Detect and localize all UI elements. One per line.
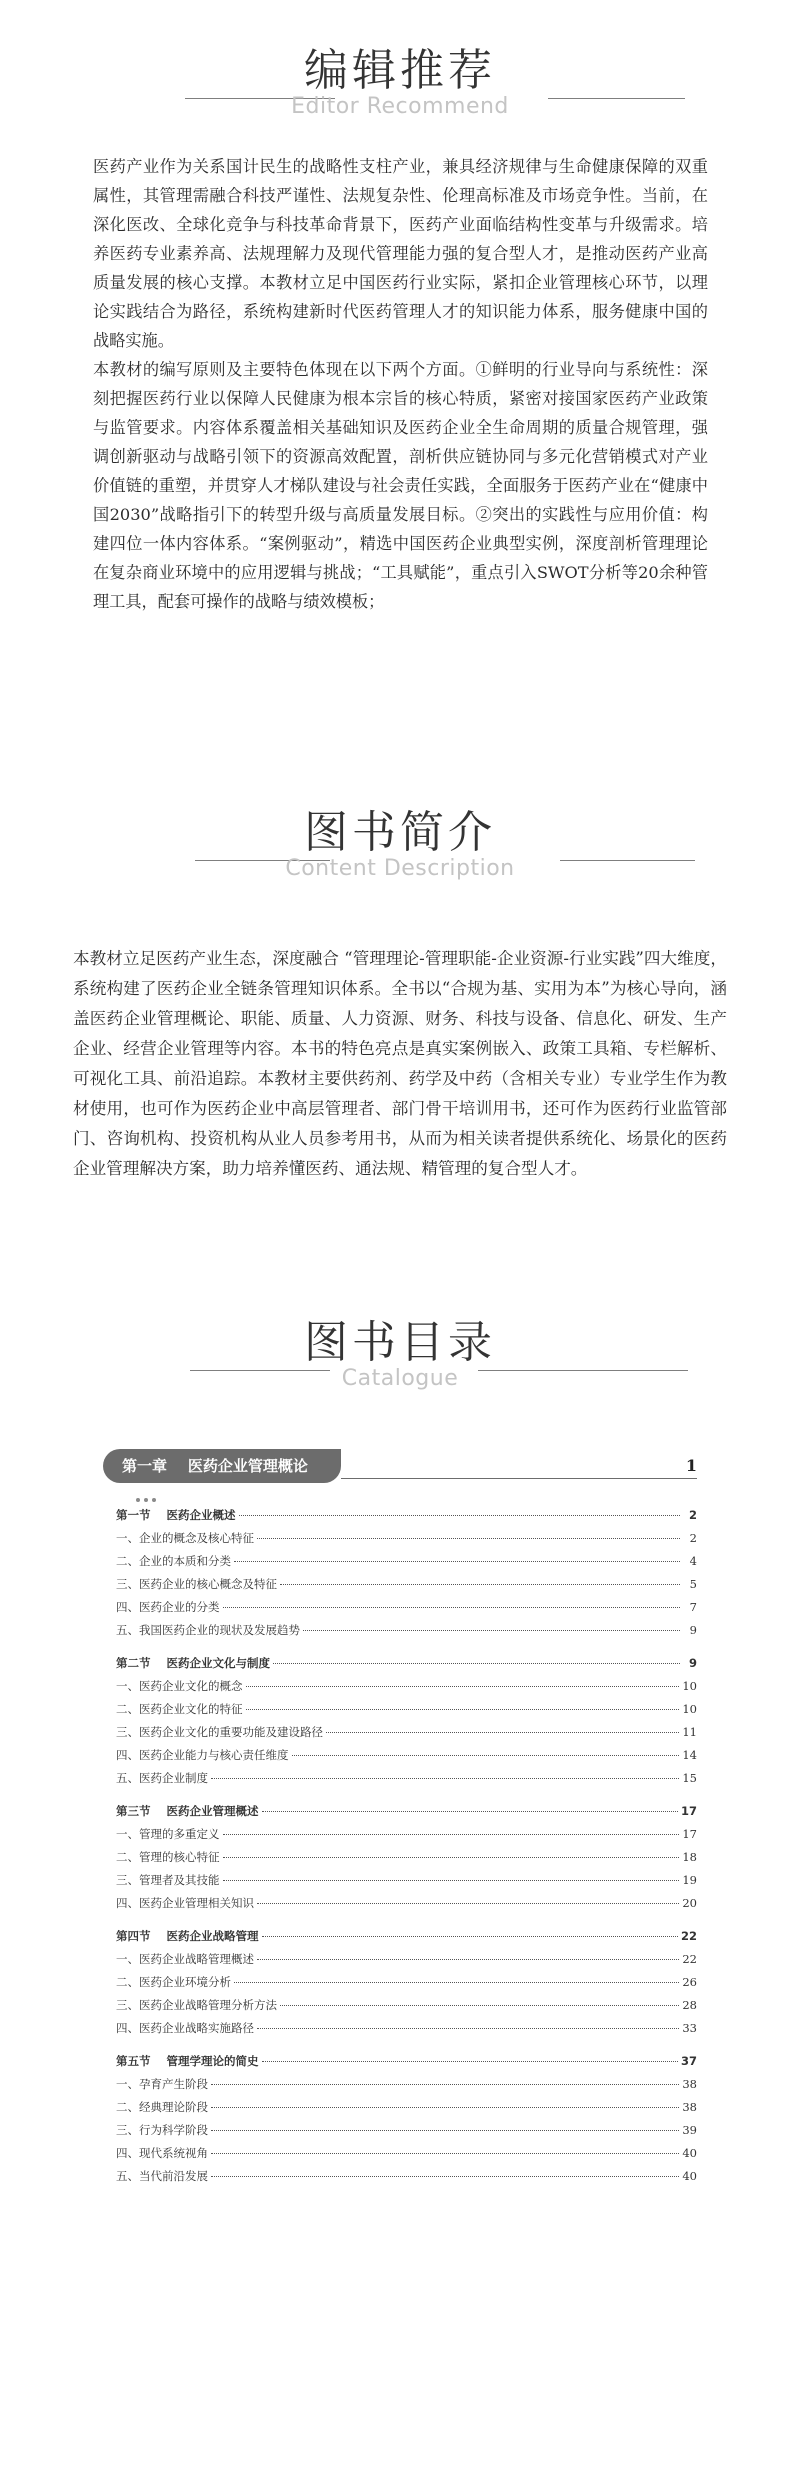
toc-item-row [116, 1892, 697, 1915]
toc-entry-label: 五、医药企业制度 [116, 1771, 208, 1785]
toc-entry-label: 第四节 医药企业战略管理 [116, 1929, 259, 1943]
table-of-contents [116, 1504, 697, 2188]
toc-entry-label: 三、医药企业文化的重要功能及建设路径 [116, 1725, 323, 1739]
toc-item-row [116, 2142, 697, 2165]
toc-entry-label: 五、我国医药企业的现状及发展趋势 [116, 1623, 300, 1637]
toc-page-number: 17 [682, 1827, 697, 1841]
toc-entry-label: 一、医药企业战略管理概述 [116, 1952, 254, 1966]
section-subtitle: Editor Recommend [291, 94, 509, 119]
content-description-header [0, 800, 800, 890]
toc-item-row [116, 2017, 697, 2040]
toc-page-number: 22 [680, 1929, 697, 1943]
dot-leader [211, 2084, 679, 2085]
dot-leader [223, 1857, 680, 1858]
toc-page-number: 28 [682, 1998, 697, 2012]
editor-paragraph-1: 医药产业作为关系国计民生的战略性支柱产业，兼具经济规律与生命健康保障的双重属性，其管理需融合科技严谨性、法规复杂性、伦理高标准及市场竞争性。当前，在深化医改、全球化竞争与科技革命背景下，医药产业面临结构性变革与升级需求。培养医药专业素养高、法规理解力及现代管理能力强的复合型人才，是推动医药产业高质量发展的核心支撑。本教材立足中国医药行业实际，紧扣企业管理核心环节，以理论实践结合为路径，系统构建新时代医药管理人才的知识能力体系，服务健康中国的战略实施。 [93, 157, 708, 350]
toc-page-number: 33 [682, 2021, 697, 2035]
toc-entry-label: 四、医药企业能力与核心责任维度 [116, 1748, 289, 1762]
toc-page-number: 17 [680, 1804, 697, 1818]
toc-item-row [116, 2165, 697, 2188]
dot-leader [303, 1630, 680, 1631]
dot-leader [262, 1811, 678, 1812]
toc-item-row [116, 1823, 697, 1846]
toc-page-number: 18 [682, 1850, 697, 1864]
section-title: 图书目录 [304, 1317, 496, 1368]
toc-entry-label: 四、现代系统视角 [116, 2146, 208, 2160]
toc-page-number: 5 [689, 1577, 697, 1591]
section-title: 编辑推荐 [304, 45, 496, 96]
toc-entry-label: 四、医药企业战略实施路径 [116, 2021, 254, 2035]
toc-item-row [116, 1596, 697, 1619]
toc-entry-label: 二、企业的本质和分类 [116, 1554, 231, 1568]
toc-entry-label: 五、当代前沿发展 [116, 2169, 208, 2183]
toc-item-row [116, 2119, 697, 2142]
toc-page-number: 9 [689, 1623, 697, 1637]
section-subtitle: Content Description [285, 856, 515, 881]
toc-item-row [116, 1573, 697, 1596]
toc-page-number: 39 [682, 2123, 697, 2137]
toc-item-row [116, 1619, 697, 1642]
toc-item-row [116, 1948, 697, 1971]
toc-entry-label: 第二节 医药企业文化与制度 [116, 1656, 271, 1670]
toc-entry-label: 四、医药企业管理相关知识 [116, 1896, 254, 1910]
dot-leader [262, 1936, 678, 1937]
toc-item-row [116, 2096, 697, 2119]
editor-paragraph-2: 本教材的编写原则及主要特色体现在以下两个方面。①鲜明的行业导向与系统性：深刻把握医药行业以保障人民健康为根本宗旨的核心特质，紧密对接国家医药产业政策与监管要求。内容体系覆盖相关基础知识及医药企业全生命周期的质量合规管理，强调创新驱动与战略引领下的资源高效配置，剖析供应链协同与多元化营销模式对产业价值链的重塑，并贯穿人才梯队建设与社会责任实践，全面服务于医药产业在“健康中国2030”战略指引下的转型升级与高质量发展目标。②突出的实践性与应用价值：构建四位一体内容体系。“案例驱动”，精选中国医药企业典型实例，深度剖析管理理论在复杂商业环境中的应用逻辑与挑战；“工具赋能”，重点引入SWOT分析等20余种管理工具，配套可操作的战略与绩效模板； [93, 360, 708, 611]
chapter-rule [341, 1478, 697, 1479]
toc-item-row [116, 1744, 697, 1767]
toc-entry-label: 二、医药企业环境分析 [116, 1975, 231, 1989]
chapter-title: 第一章 医药企业管理概论 [122, 1457, 308, 1475]
dot-leader [262, 2061, 678, 2062]
toc-entry-label: 二、管理的核心特征 [116, 1850, 220, 1864]
toc-entry-label: 一、医药企业文化的概念 [116, 1679, 243, 1693]
toc-item-row [116, 1994, 697, 2017]
dot-leader [280, 1584, 680, 1585]
toc-page-number: 20 [682, 1896, 697, 1910]
toc-page-number: 9 [688, 1656, 697, 1670]
dot-leader [223, 1880, 680, 1881]
dot-leader [257, 1903, 679, 1904]
editor-recommend-header [0, 40, 800, 130]
dot-leader [280, 2005, 679, 2006]
chapter-page-number: 1 [685, 1456, 697, 1475]
toc-page-number: 22 [682, 1952, 697, 1966]
toc-page-number: 2 [688, 1508, 697, 1522]
dot-leader [246, 1709, 680, 1710]
toc-item-row [116, 1971, 697, 1994]
toc-page-number: 2 [689, 1531, 697, 1545]
dot-leader [234, 1561, 680, 1562]
toc-item-row [116, 2073, 697, 2096]
dot-leader [211, 2153, 679, 2154]
section-subtitle: Catalogue [341, 1366, 459, 1391]
dot-leader [211, 2176, 679, 2177]
toc-page-number: 40 [682, 2169, 697, 2183]
dot-leader [246, 1686, 680, 1687]
dot-leader [234, 1982, 679, 1983]
toc-section-row [116, 1800, 697, 1823]
toc-page-number: 10 [682, 1679, 697, 1693]
dot-leader [211, 2130, 679, 2131]
editor-recommend-body [93, 152, 708, 616]
toc-entry-label: 一、孕育产生阶段 [116, 2077, 208, 2091]
toc-section-row [116, 1652, 697, 1675]
dot-leader [292, 1755, 680, 1756]
dot-leader [257, 2028, 679, 2029]
toc-item-row [116, 1675, 697, 1698]
toc-entry-label: 三、医药企业的核心概念及特征 [116, 1577, 277, 1591]
toc-entry-label: 一、企业的概念及核心特征 [116, 1531, 254, 1545]
toc-item-row [116, 1846, 697, 1869]
toc-page-number: 26 [682, 1975, 697, 1989]
toc-entry-label: 二、医药企业文化的特征 [116, 1702, 243, 1716]
toc-page-number: 38 [682, 2100, 697, 2114]
toc-entry-label: 三、医药企业战略管理分析方法 [116, 1998, 277, 2012]
dot-leader [257, 1959, 679, 1960]
toc-page-number: 15 [682, 1771, 697, 1785]
dot-leader [239, 1515, 680, 1516]
toc-entry-label: 三、行为科学阶段 [116, 2123, 208, 2137]
toc-entry-label: 三、管理者及其技能 [116, 1873, 220, 1887]
toc-item-row [116, 1767, 697, 1790]
toc-page-number: 11 [682, 1725, 697, 1739]
toc-item-row [116, 1721, 697, 1744]
toc-entry-label: 二、经典理论阶段 [116, 2100, 208, 2114]
toc-page-number: 14 [682, 1748, 697, 1762]
toc-entry-label: 第三节 医药企业管理概述 [116, 1804, 259, 1818]
dot-leader [211, 1778, 679, 1779]
toc-section-row [116, 1504, 697, 1527]
section-title: 图书简介 [304, 807, 496, 858]
toc-item-row [116, 1698, 697, 1721]
toc-section-row [116, 2050, 697, 2073]
dot-leader [223, 1607, 681, 1608]
toc-page-number: 19 [682, 1873, 697, 1887]
toc-entry-label: 一、管理的多重定义 [116, 1827, 220, 1841]
content-paragraph: 本教材立足医药产业生态，深度融合 “管理理论-管理职能-企业资源-行业实践”四大维度，系统构建了医药企业全链条管理知识体系。全书以“合规为基、实用为本”为核心导向，涵盖医药企业管理概论、职能、质量、人力资源、财务、科技与设备、信息化、研发、生产企业、经营企业管理等内容。本书的特色亮点是真实案例嵌入、政策工具箱、专栏解析、可视化工具、前沿追踪。本教材主要供药剂、药学及中药（含相关专业）专业学生作为教材使用，也可作为医药企业中高层管理者、部门骨干培训用书，还可作为医药行业监管部门、咨询机构、投资机构从业人员参考用书，从而为相关读者提供系统化、场景化的医药企业管理解决方案，助力培养懂医药、通法规、精管理的复合型人才。 [73, 949, 727, 1178]
toc-section-row [116, 1925, 697, 1948]
toc-entry-label: 第五节 管理学理论的简史 [116, 2054, 259, 2068]
dot-leader [211, 2107, 679, 2108]
dot-leader [273, 1663, 680, 1664]
toc-page-number: 7 [689, 1600, 697, 1614]
dot-leader [223, 1834, 680, 1835]
toc-item-row [116, 1550, 697, 1573]
catalogue-header [0, 1312, 800, 1402]
toc-page-number: 40 [682, 2146, 697, 2160]
toc-item-row [116, 1527, 697, 1550]
content-description-body [73, 944, 727, 1184]
toc-page-number: 37 [680, 2054, 697, 2068]
dot-leader [257, 1538, 680, 1539]
toc-page-number: 10 [682, 1702, 697, 1716]
toc-entry-label: 四、医药企业的分类 [116, 1600, 220, 1614]
toc-item-row [116, 1869, 697, 1892]
toc-page-number: 38 [682, 2077, 697, 2091]
toc-entry-label: 第一节 医药企业概述 [116, 1508, 236, 1522]
toc-page-number: 4 [689, 1554, 697, 1568]
dot-leader [326, 1732, 679, 1733]
